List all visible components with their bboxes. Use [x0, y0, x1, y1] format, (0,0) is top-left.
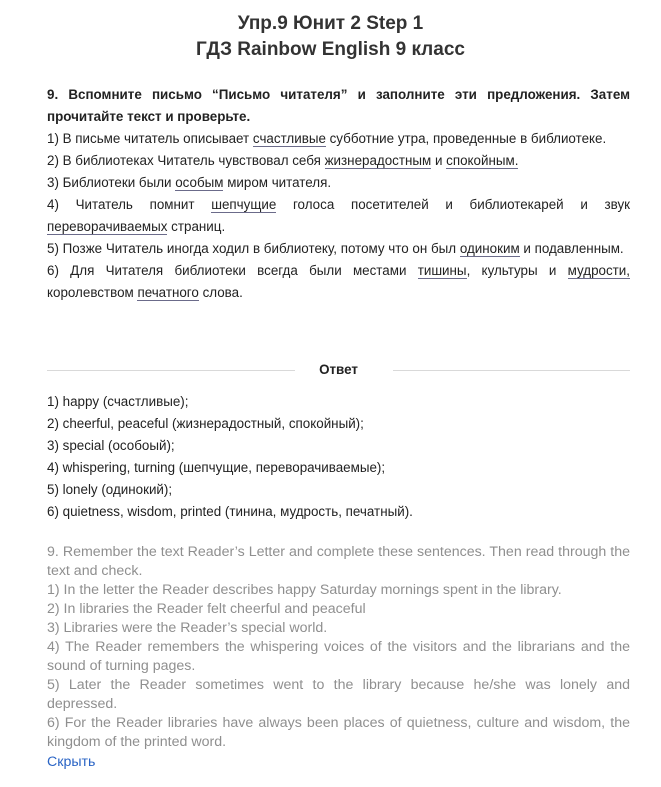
sentence-part: 3) Библиотеки были — [47, 175, 176, 190]
exercise-question: 9. Вспомните письмо “Письмо читателя” и заполните эти предложения. Затем прочитайте текст и проверьте. — [47, 87, 630, 124]
underlined-word: шепчущие — [211, 197, 277, 212]
answer-item: 1) happy (счастливые); — [47, 394, 189, 409]
sentence-part: 4) Читатель помнит — [47, 197, 212, 212]
page-title: Упр.9 Юнит 2 Step 1 — [237, 13, 424, 34]
sentence-part: голоса посетителей и библиотекарей и звук — [276, 197, 630, 212]
sentence-4 — [47, 194, 630, 238]
sentence-part: слова. — [198, 285, 243, 300]
sentence-part: субботние утра, проведенные в библиотеке. — [325, 131, 607, 146]
divider-line-right — [393, 370, 630, 371]
translation-line: 4) The Reader remembers the whispering voices of the visitors and the librarians and the sound of turning pages. — [47, 639, 630, 674]
answer-item: 5) lonely (одинокий); — [47, 482, 173, 497]
sentence-part: 2) В библиотеках Читатель чувствовал себя — [47, 153, 325, 168]
underlined-word: печатного — [137, 285, 199, 300]
answer-heading: Ответ — [319, 362, 358, 377]
answer-list — [47, 391, 630, 523]
sentence-part: миром читателя. — [223, 175, 332, 190]
underlined-word: жизнерадостным — [324, 153, 432, 168]
translation-line: 5) Later the Reader sometimes went to the library because he/she was lonely and depressed. — [47, 677, 630, 712]
answer-item: 3) special (особоый); — [47, 438, 175, 453]
sentence-part: королевством — [47, 285, 138, 300]
sentence-part: 1) В письме читатель описывает — [47, 131, 253, 146]
answer-item: 4) whispering, turning (шепчущие, переворачиваемые); — [47, 460, 386, 475]
translation-line: 3) Libraries were the Reader’s special world. — [47, 620, 328, 636]
underlined-word: тишины — [417, 263, 467, 278]
sentence-3 — [47, 172, 630, 194]
underlined-word: особым — [175, 175, 224, 190]
underlined-word: мудрости, — [567, 263, 630, 278]
sentence-part: 6) Для Читателя библиотеки всегда были местами — [47, 263, 418, 278]
answer-item: 6) quietness, wisdom, printed (тинина, мудрость, печатный). — [47, 504, 413, 519]
page-subtitle: ГДЗ Rainbow English 9 класс — [196, 39, 465, 60]
hide-link[interactable]: Скрыть — [47, 754, 96, 770]
sentence-part: и — [431, 153, 447, 168]
sentence-2 — [47, 150, 630, 172]
sentence-part: и подавленным. — [519, 241, 624, 256]
english-translation — [47, 543, 630, 752]
translation-line: 9. Remember the text Reader’s Letter and complete these sentences. Then read through the text and check. — [47, 544, 630, 579]
answer-divider — [47, 360, 630, 380]
sentence-5 — [47, 238, 630, 260]
sentence-part: страниц. — [167, 219, 226, 234]
underlined-word: одиноким — [459, 241, 520, 256]
underlined-word: спокойным. — [446, 153, 519, 168]
translation-line: 1) In the letter the Reader describes happy Saturday mornings spent in the library. — [47, 582, 562, 598]
sentence-part: , культуры и — [466, 263, 568, 278]
translation-line: 2) In libraries the Reader felt cheerful and peaceful — [47, 601, 366, 617]
sentence-6 — [47, 260, 630, 304]
underlined-word: переворачиваемых — [47, 219, 168, 234]
sentence-part: 5) Позже Читатель иногда ходил в библиотеку, потому что он был — [47, 241, 460, 256]
sentence-1 — [47, 128, 630, 150]
underlined-word: счастливые — [252, 131, 326, 146]
exercise-text — [47, 84, 630, 304]
translation-line: 6) For the Reader libraries have always been places of quietness, culture and wisdom, the kingdom of the printed word. — [47, 715, 630, 750]
answer-item: 2) cheerful, peaceful (жизнерадостный, спокойный); — [47, 416, 364, 431]
